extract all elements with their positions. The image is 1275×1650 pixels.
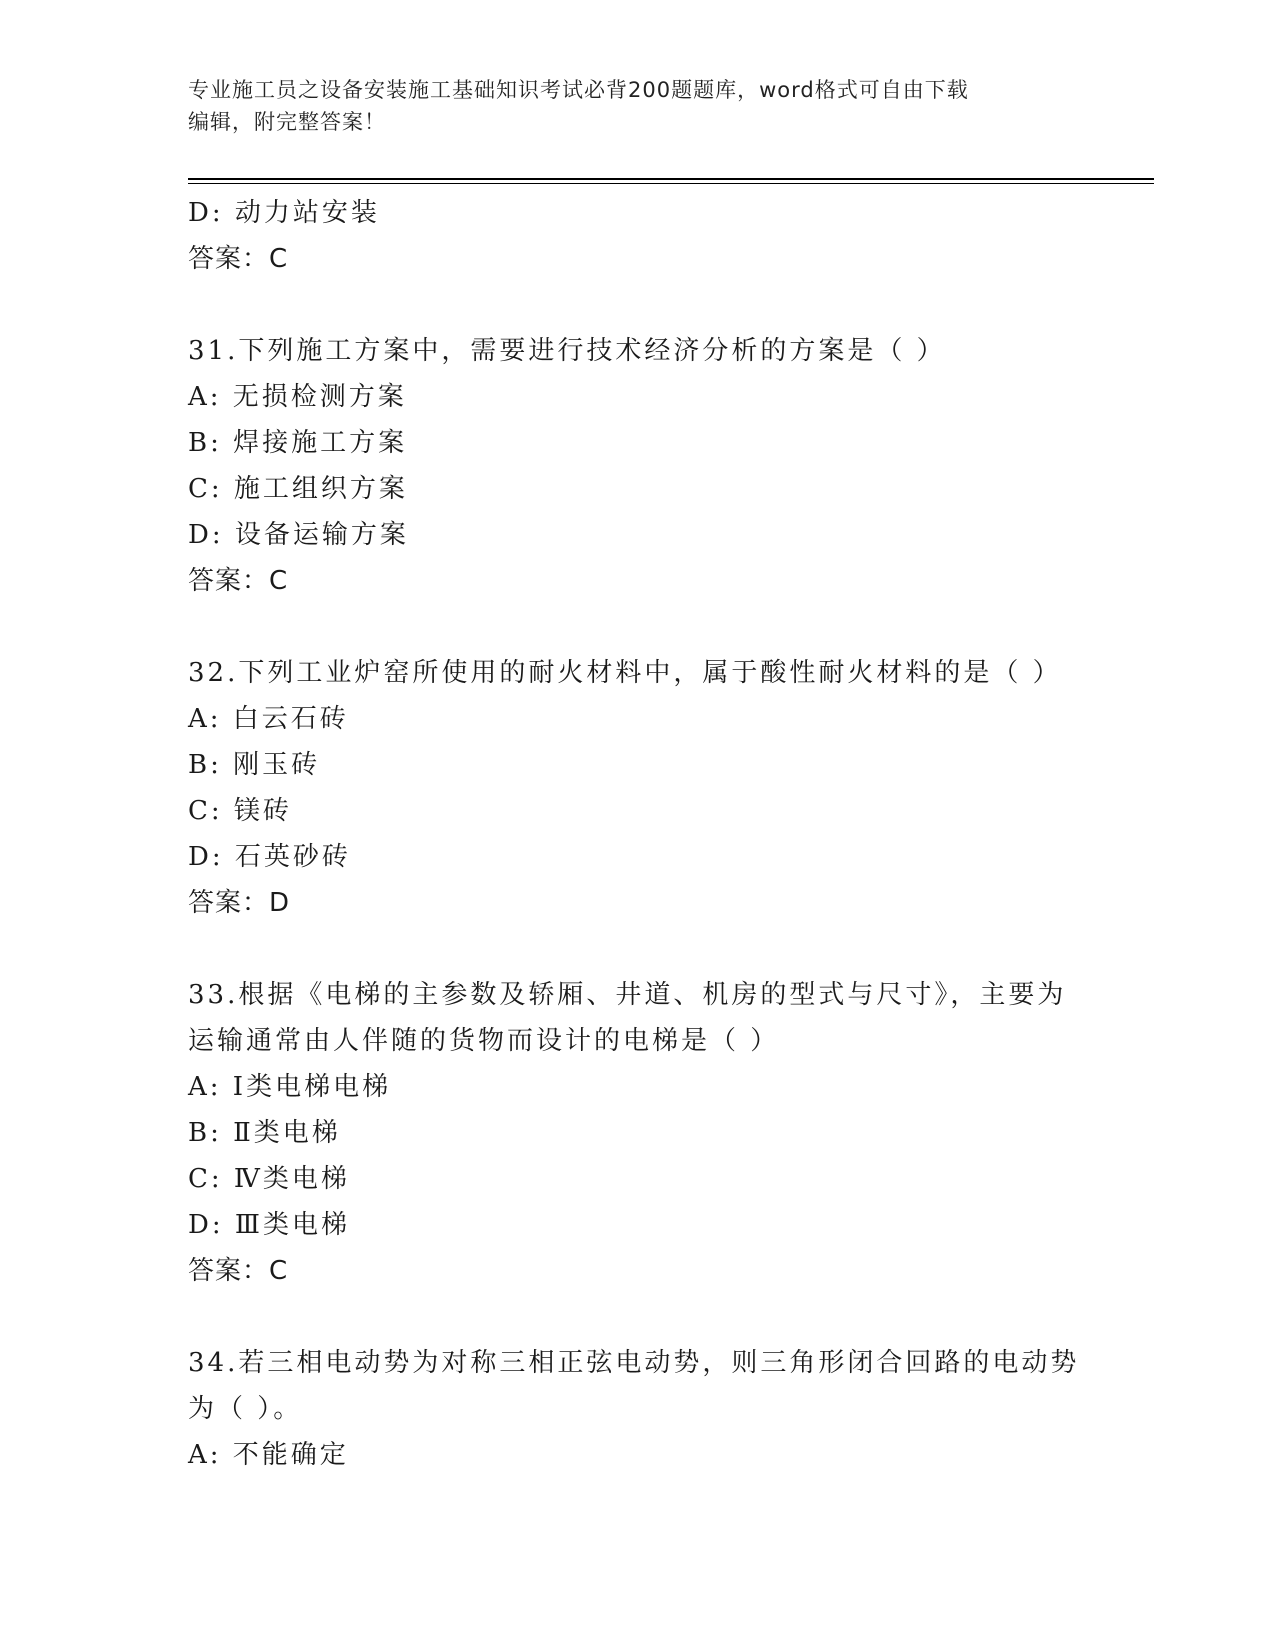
question-stem-line-2: 运输通常由人伴随的货物而设计的电梯是（ ） [188, 1026, 780, 1056]
option-d: D: 石英砂砖 [188, 842, 351, 872]
question-content [188, 190, 1088, 1478]
option-b: B: Ⅱ类电梯 [188, 1118, 341, 1148]
question-block-33 [188, 972, 1088, 1294]
spacer [188, 282, 1088, 328]
header-title-line-1: 专业施工员之设备安装施工基础知识考试必背200题题库，word格式可自由下载 [188, 78, 969, 102]
spacer [188, 1294, 1088, 1340]
option-a: A: 无损检测方案 [188, 382, 407, 412]
header-divider-thick [188, 178, 1154, 180]
question-block-31 [188, 328, 1088, 604]
option-a: A: 不能确定 [188, 1440, 349, 1470]
option-c: C: 镁砖 [188, 796, 292, 826]
option-a: A: Ⅰ类电梯电梯 [188, 1072, 392, 1102]
header-divider-thin [188, 183, 1154, 184]
question-block-32 [188, 650, 1088, 926]
question-stem-line-2: 为（ ）。 [188, 1394, 303, 1424]
answer-line: 答案：D [188, 888, 291, 918]
option-c: C: 施工组织方案 [188, 474, 408, 504]
answer-line: 答案：C [188, 566, 289, 596]
option-b: B: 焊接施工方案 [188, 428, 408, 458]
option-a: A: 白云石砖 [188, 704, 349, 734]
option-d: D: 动力站安装 [188, 198, 380, 228]
spacer [188, 926, 1088, 972]
option-b: B: 刚玉砖 [188, 750, 321, 780]
spacer [188, 604, 1088, 650]
question-block-34 [188, 1340, 1088, 1478]
question-stem: 32.下列工业炉窑所使用的耐火材料中，属于酸性耐火材料的是（ ） [188, 658, 1062, 688]
header-title-line-2: 编辑，附完整答案！ [188, 110, 386, 134]
document-header [188, 74, 1068, 138]
option-c: C: Ⅳ类电梯 [188, 1164, 350, 1194]
question-stem-line-1: 33.根据《电梯的主参数及轿厢、井道、机房的型式与尺寸》，主要为 [188, 980, 1067, 1010]
answer-line: 答案：C [188, 244, 289, 274]
answer-line: 答案：C [188, 1256, 289, 1286]
question-stem-line-1: 34.若三相电动势为对称三相正弦电动势，则三角形闭合回路的电动势 [188, 1348, 1080, 1378]
option-d: D: 设备运输方案 [188, 520, 409, 550]
option-d: D: Ⅲ类电梯 [188, 1210, 350, 1240]
question-stem: 31.下列施工方案中，需要进行技术经济分析的方案是（ ） [188, 336, 946, 366]
